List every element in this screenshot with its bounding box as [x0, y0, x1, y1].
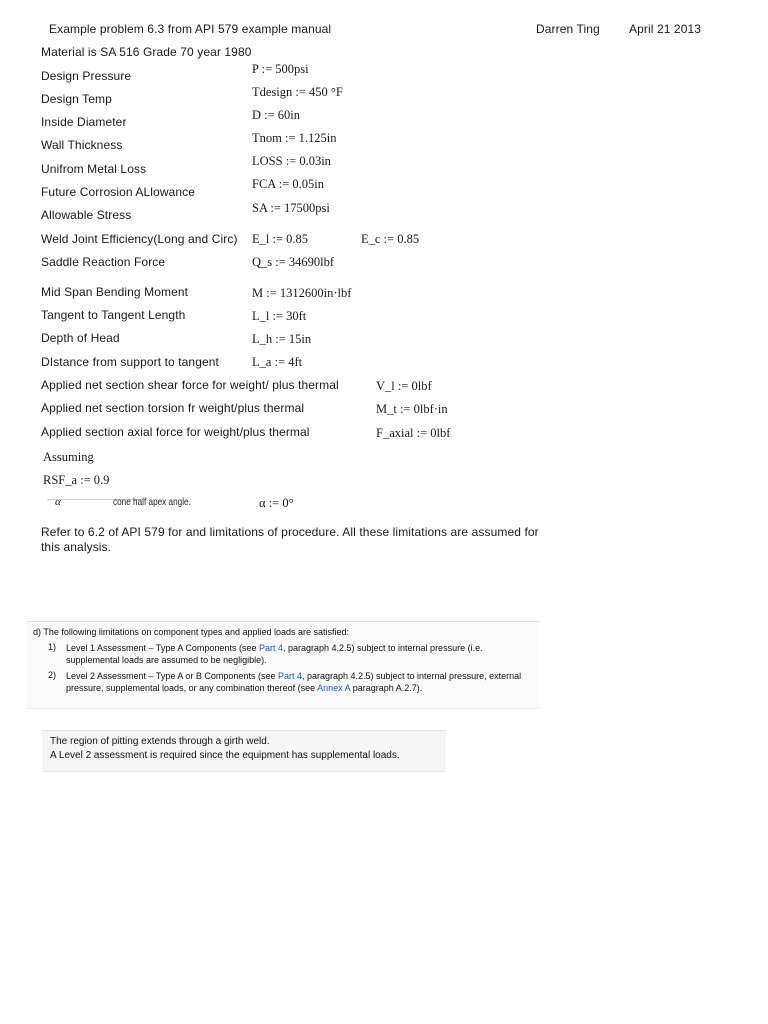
document-date: April 21 2013 [629, 22, 702, 36]
author-name: Darren Ting [536, 22, 600, 36]
param-equation: L_a := 4ft [252, 355, 303, 369]
part4-link[interactable]: Part 4 [277, 671, 302, 681]
param-equation-circ: E_c := 0.85 [361, 232, 420, 246]
param-equation: LOSS := 0.03in [252, 154, 331, 168]
alpha-symbol: α [55, 496, 61, 508]
param-label: Applied net section shear force for weight/ plus thermal [41, 378, 339, 392]
item-text: Level 1 Assessment – Type A Components (see Part 4, paragraph 4.2.5) subject to internal pressure (i.e. supplemental loads are assumed to be negligible). [66, 643, 483, 665]
param-equation: Q_s := 34690lbf [252, 255, 335, 269]
excerpt-line-2: A Level 2 assessment is required since the equipment has supplemental loads. [50, 750, 400, 761]
item-number: 2) [48, 670, 57, 680]
param-label: Depth of Head [41, 331, 120, 345]
param-equation: M := 1312600in·lbf [252, 286, 352, 300]
param-equation: SA := 17500psi [252, 201, 330, 215]
param-equation: F_axial := 0lbf [376, 426, 451, 440]
rsf-equation: RSF_a := 0.9 [43, 473, 110, 487]
param-label: Design Pressure [41, 69, 132, 83]
param-label: Saddle Reaction Force [41, 255, 166, 269]
api-limitations-excerpt [27, 621, 540, 709]
param-label: DIstance from support to tangent [41, 355, 219, 369]
excerpt-line-1: The region of pitting extends through a girth weld. [50, 736, 270, 747]
param-label: Allowable Stress [41, 208, 132, 222]
param-label: Weld Joint Efficiency(Long and Circ) [41, 232, 238, 246]
param-equation: Tdesign := 450 °F [252, 85, 343, 99]
excerpt-heading: d) The following limitations on component types and applied loads are satisfied: [33, 627, 350, 637]
alpha-equation: α := 0° [259, 496, 294, 510]
param-equation: E_l := 0.85 [252, 232, 309, 246]
assuming-label: Assuming [43, 450, 94, 464]
param-equation: FCA := 0.05in [252, 177, 324, 191]
param-equation: L_l := 30ft [252, 309, 307, 323]
alpha-description: cone half apex angle. [113, 496, 191, 508]
document-title: Example problem 6.3 from API 579 example manual [49, 22, 332, 36]
annex-a-link[interactable]: Annex A [317, 683, 351, 693]
param-equation: M_t := 0lbf·in [376, 402, 448, 416]
param-label: Inside Diameter [41, 115, 127, 129]
alpha-definition [43, 496, 191, 512]
item-text: Level 2 Assessment – Type A or B Components (see Part 4, paragraph 4.2.5) subject to internal pressure, external pressure, supplemental loads, or any combination thereof (see Annex A paragraph A.2.7). [66, 671, 522, 693]
param-equation: Tnom := 1.125in [252, 131, 337, 145]
item-number: 1) [48, 642, 57, 652]
param-label: Applied section axial force for weight/plus thermal [41, 425, 310, 439]
param-label: Mid Span Bending Moment [41, 285, 189, 299]
param-equation: L_h := 15in [252, 332, 312, 346]
param-label: Tangent to Tangent Length [41, 308, 186, 322]
param-equation: P := 500psi [252, 62, 309, 76]
param-label: Applied net section torsion fr weight/plus thermal [41, 401, 305, 415]
part4-link[interactable]: Part 4 [258, 643, 283, 653]
limitations-note: Refer to 6.2 of API 579 for and limitations of procedure. All these limitations are assumed for this analysis. [41, 525, 539, 554]
param-label: Wall Thickness [41, 138, 123, 152]
param-equation: D := 60in [252, 108, 301, 122]
material-line: Material is SA 516 Grade 70 year 1980 [41, 45, 252, 59]
assessment-excerpt [42, 730, 446, 772]
param-label: Design Temp [41, 92, 112, 106]
param-label: Future Corrosion ALlowance [41, 185, 196, 199]
param-label: Unifrom Metal Loss [41, 162, 147, 176]
param-equation: V_l := 0lbf [376, 379, 432, 393]
